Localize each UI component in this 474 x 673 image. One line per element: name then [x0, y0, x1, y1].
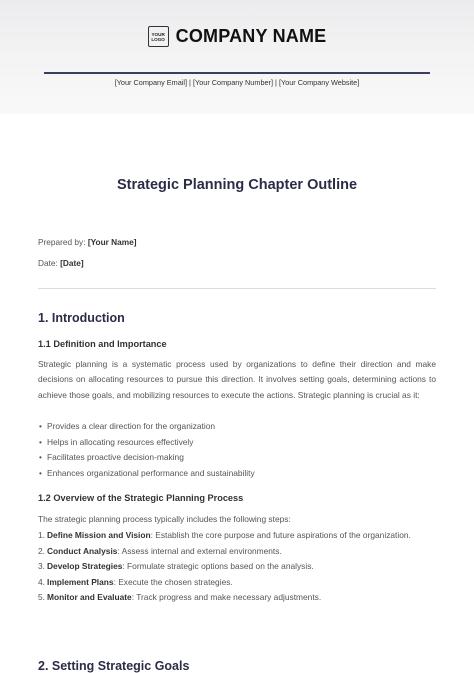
date-value: [Date]	[60, 258, 84, 268]
list-item: 1. Define Mission and Vision: Establish the core purpose and future aspirations of the organization.	[38, 530, 411, 540]
process-steps-list	[38, 528, 436, 606]
document-header	[0, 0, 474, 114]
list-item: • Provides a clear direction for the organization	[38, 419, 436, 435]
list-item: 4. Implement Plans: Execute the chosen strategies.	[38, 576, 233, 587]
list-item: 3. Develop Strategies: Formulate strategic options based on the analysis.	[38, 561, 314, 571]
company-name: COMPANY NAME	[175, 26, 327, 46]
section-divider	[38, 288, 436, 289]
company-contact-line: [Your Company Email] | [Your Company Number] | [Your Company Website]	[114, 78, 360, 87]
logo-text-line1: YOUR	[151, 31, 165, 37]
list-item: 2. Conduct Analysis: Assess internal and external environments.	[38, 545, 282, 556]
importance-bullet-list	[38, 419, 436, 481]
document-title: Strategic Planning Chapter Outline	[116, 177, 358, 193]
list-item: • Helps in allocating resources effectively	[38, 435, 436, 451]
date-line	[38, 258, 84, 268]
section-heading-introduction: 1. Introduction	[38, 311, 125, 325]
definition-paragraph: Strategic planning is a systematic process used by organizations to define their direction and make decisions on allocating resources to pursue this direction. It involves setting goals, determining actions to achieve those goals, and mobilizing resources to execute the actions. Strategic planning is crucial as it:	[38, 359, 436, 400]
bullet-icon: •	[39, 421, 42, 431]
list-item: 5. Monitor and Evaluate: Track progress and make necessary adjustments.	[38, 592, 322, 602]
list-item: • Enhances organizational performance and sustainability	[38, 466, 436, 482]
list-item: • Facilitates proactive decision-making	[38, 450, 436, 466]
subsection-heading-overview: 1.2 Overview of the Strategic Planning Process	[38, 493, 244, 503]
prepared-by-label: Prepared by:	[38, 237, 86, 247]
header-divider	[44, 72, 430, 74]
prepared-by-line	[38, 237, 137, 247]
logo-text-line2: LOGO	[151, 36, 165, 42]
date-label: Date:	[38, 258, 58, 268]
prepared-by-value: [Your Name]	[87, 237, 137, 247]
company-logo	[148, 26, 169, 47]
bullet-icon: •	[39, 452, 42, 462]
section-heading-setting-goals: 2. Setting Strategic Goals	[38, 659, 190, 673]
logo-row	[0, 26, 474, 47]
subsection-heading-definition: 1.1 Definition and Importance	[38, 339, 167, 349]
bullet-icon: •	[39, 436, 42, 447]
overview-intro-paragraph: The strategic planning process typically includes the following steps:	[38, 514, 291, 524]
bullet-icon: •	[39, 467, 42, 478]
